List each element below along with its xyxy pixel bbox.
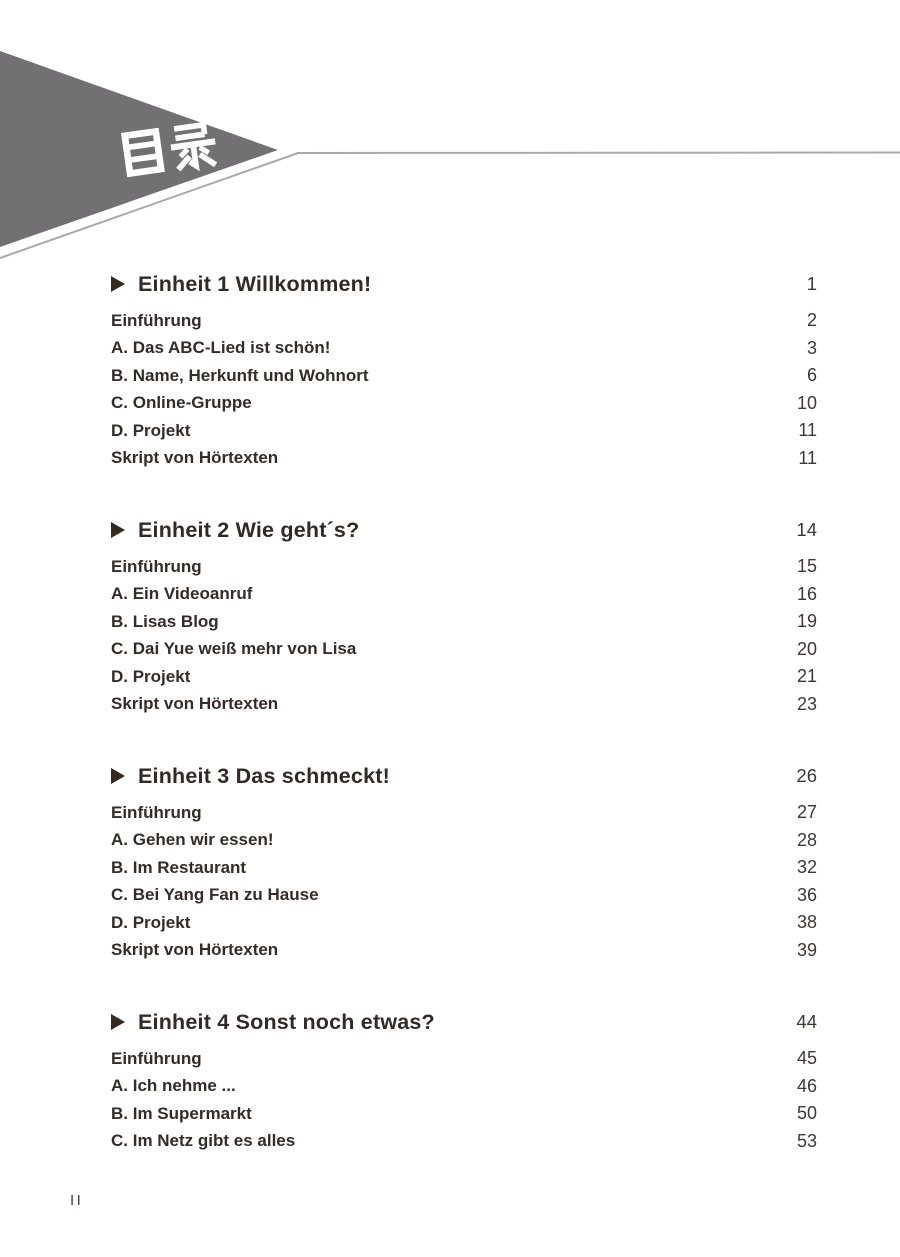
toc-section: [111, 761, 817, 964]
toc-entry-row: [111, 1073, 817, 1101]
section-header-row: [111, 761, 817, 791]
entry-label: D. Projekt: [111, 666, 191, 686]
toc-section: [111, 1007, 817, 1155]
toc-entry-row: [111, 1045, 817, 1073]
toc-section: [111, 515, 817, 718]
toc-entry-row: [111, 854, 817, 882]
entry-label: A. Ein Videoanruf: [111, 584, 253, 604]
entry-label: D. Projekt: [111, 420, 191, 440]
entry-page-number: 3: [806, 337, 817, 358]
entry-page-number: 45: [796, 1048, 817, 1069]
entry-page-number: 16: [796, 583, 817, 604]
toc-sections: [111, 269, 817, 1198]
section-page-number: 26: [796, 765, 817, 786]
toc-entry-row: [111, 882, 817, 910]
toc-entry-row: [111, 335, 817, 363]
section-header-row: [111, 269, 817, 299]
entry-label: A. Das ABC-Lied ist schön!: [111, 338, 331, 358]
entry-label: Einführung: [111, 310, 202, 330]
entry-label: Einführung: [111, 1048, 202, 1068]
section-arrow-icon: [111, 522, 125, 538]
section-title: Einheit 1 Willkommen!: [138, 271, 372, 296]
entry-label: Einführung: [111, 556, 202, 576]
folio-page-number: II: [70, 1192, 84, 1209]
section-title: Einheit 3 Das schmeckt!: [138, 763, 390, 788]
entry-page-number: 46: [796, 1075, 817, 1096]
section-arrow-icon: [111, 276, 125, 292]
header-banner: [0, 0, 900, 270]
section-page-number: 1: [806, 273, 817, 294]
entry-label: C. Bei Yang Fan zu Hause: [111, 885, 319, 905]
toc-entry-row: [111, 445, 817, 473]
entry-label: C. Dai Yue weiß mehr von Lisa: [111, 639, 357, 659]
entry-label: C. Online-Gruppe: [111, 393, 252, 413]
entry-page-number: 11: [798, 447, 817, 468]
toc-entry-row: [111, 608, 817, 636]
entry-page-number: 15: [796, 556, 817, 577]
toc-entry-row: [111, 663, 817, 691]
toc-entry-row: [111, 417, 817, 445]
toc-entry-row: [111, 553, 817, 581]
entry-page-number: 2: [806, 310, 817, 331]
entry-label: A. Gehen wir essen!: [111, 830, 274, 850]
entry-label: B. Name, Herkunft und Wohnort: [111, 365, 369, 385]
section-page-number: 44: [796, 1011, 817, 1032]
entry-label: Einführung: [111, 802, 202, 822]
toc-entry-row: [111, 827, 817, 855]
toc-section: [111, 269, 817, 472]
entry-label: Skript von Hörtexten: [111, 448, 279, 468]
section-arrow-icon: [111, 1014, 125, 1030]
entry-page-number: 39: [796, 939, 817, 960]
entry-page-number: 11: [798, 420, 817, 441]
entry-label: B. Im Restaurant: [111, 857, 247, 877]
section-arrow-icon: [111, 768, 125, 784]
entry-page-number: 50: [796, 1103, 817, 1124]
entry-label: D. Projekt: [111, 912, 191, 932]
section-title: Einheit 4 Sonst noch etwas?: [138, 1009, 435, 1034]
entry-page-number: 20: [796, 638, 817, 659]
entry-page-number: 10: [796, 392, 817, 413]
entry-label: A. Ich nehme ...: [111, 1076, 236, 1096]
entry-label: B. Lisas Blog: [111, 611, 219, 631]
entry-page-number: 27: [796, 802, 817, 823]
entry-page-number: 28: [796, 829, 817, 850]
entry-page-number: 38: [796, 912, 817, 933]
toc-entry-row: [111, 1100, 817, 1128]
entry-page-number: 36: [796, 884, 817, 905]
banner-triangle: [0, 51, 278, 247]
toc-entry-row: [111, 362, 817, 390]
toc-entry-row: [111, 307, 817, 335]
entry-page-number: 21: [796, 666, 817, 687]
toc-entry-row: [111, 390, 817, 418]
section-title: Einheit 2 Wie geht´s?: [138, 517, 360, 542]
entry-label: B. Im Supermarkt: [111, 1103, 252, 1123]
entry-page-number: 19: [796, 611, 817, 632]
toc-entry-row: [111, 1128, 817, 1156]
section-header-row: [111, 515, 817, 545]
entry-page-number: 32: [796, 857, 817, 878]
toc-entry-row: [111, 799, 817, 827]
entry-label: Skript von Hörtexten: [111, 694, 279, 714]
entry-page-number: 23: [796, 693, 817, 714]
toc-entry-row: [111, 636, 817, 664]
toc-entry-row: [111, 909, 817, 937]
entry-label: Skript von Hörtexten: [111, 940, 279, 960]
toc-entry-row: [111, 937, 817, 965]
entry-page-number: 6: [806, 365, 817, 386]
toc-entry-row: [111, 581, 817, 609]
toc-entry-row: [111, 691, 817, 719]
section-page-number: 14: [796, 519, 817, 540]
entry-label: C. Im Netz gibt es alles: [111, 1131, 296, 1151]
section-header-row: [111, 1007, 817, 1037]
entry-page-number: 53: [796, 1130, 817, 1151]
